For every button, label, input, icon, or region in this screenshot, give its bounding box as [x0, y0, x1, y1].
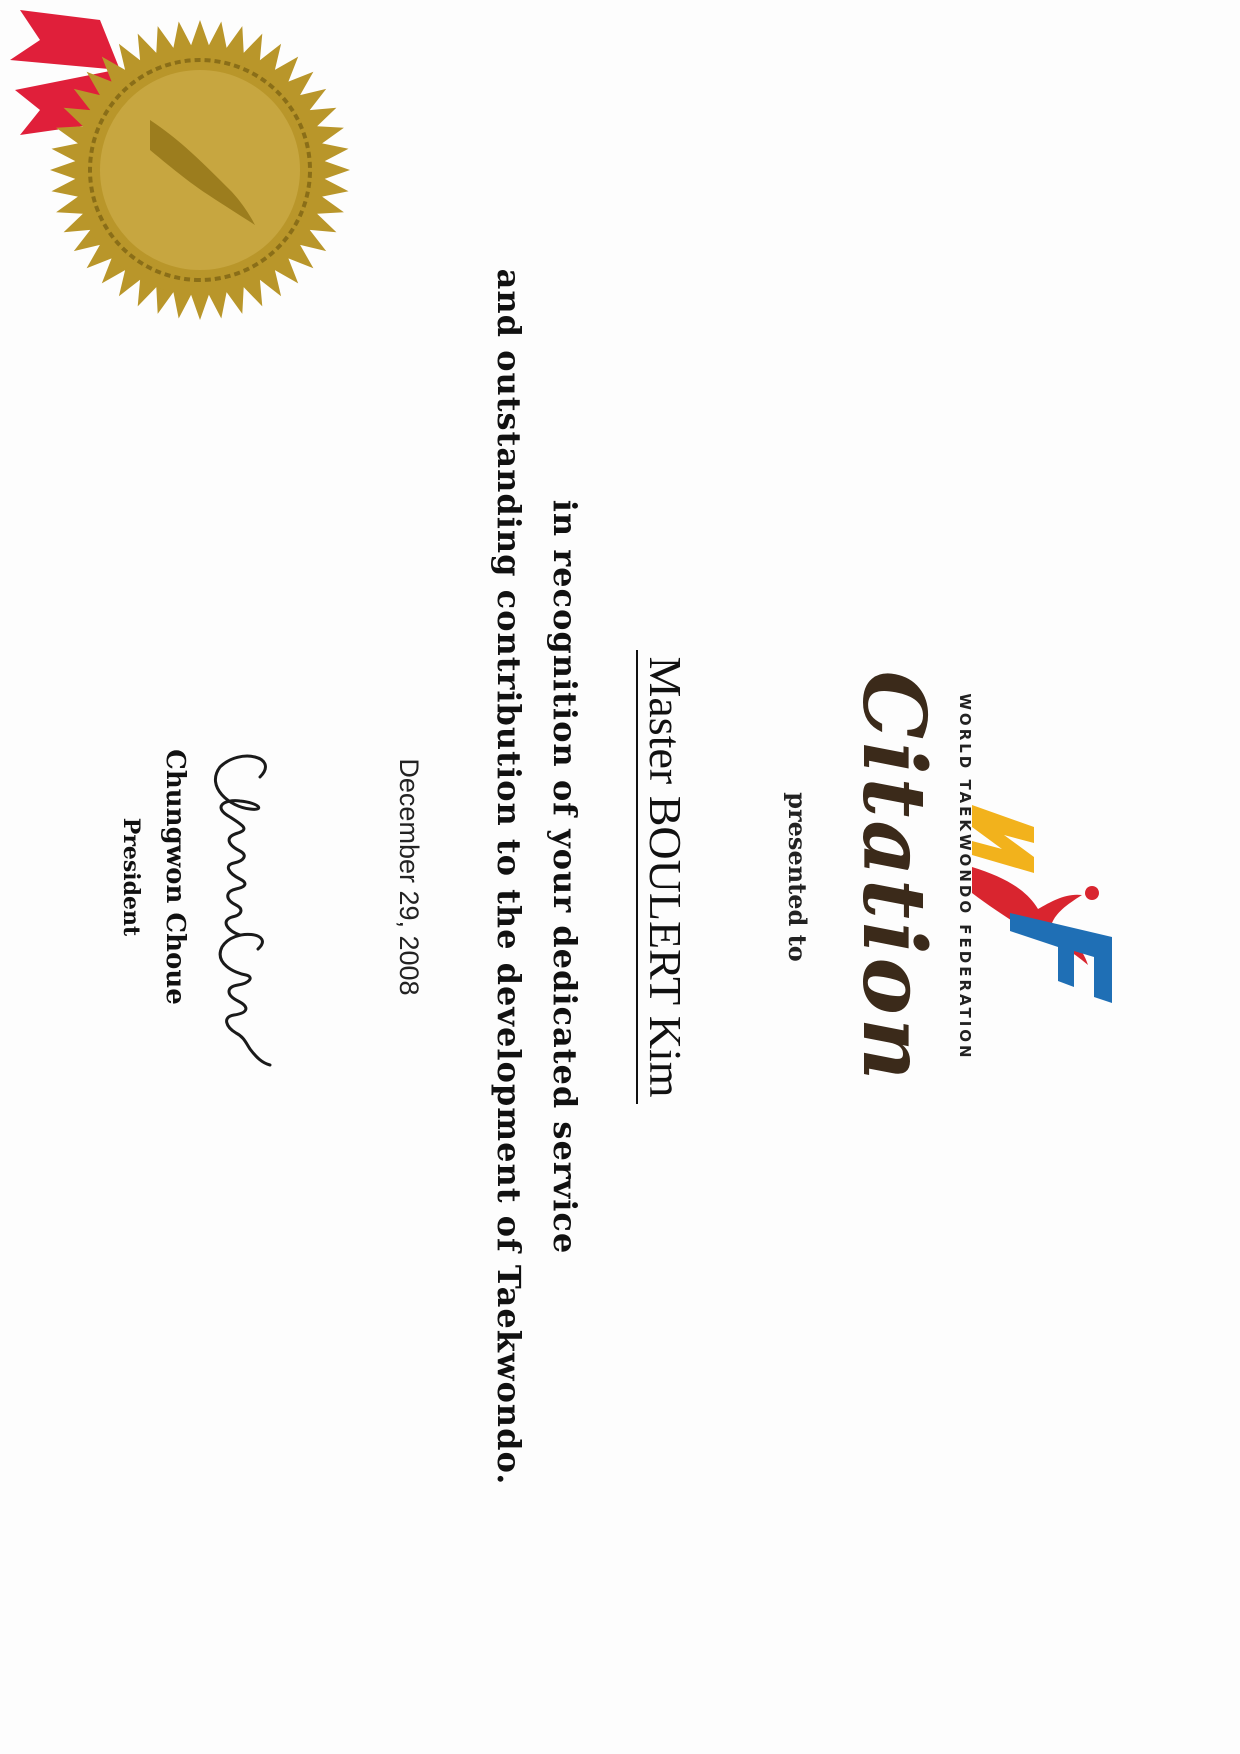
signer-name: Chungwon Choue	[160, 749, 190, 1005]
logo-red-head	[1085, 886, 1099, 900]
recognition-line-1: in recognition of your dedicated service	[546, 499, 584, 1255]
handwritten-signature	[190, 737, 320, 1067]
recipient-line	[639, 0, 692, 1754]
organization-name: WORLD TAEKWONDO FEDERATION	[956, 693, 974, 1061]
logo-blue-shape	[1010, 913, 1112, 1003]
wtf-logo	[972, 797, 1122, 1007]
signer-title: President	[118, 817, 144, 937]
logo-yellow-shape	[972, 805, 1034, 873]
presented-to-label: presented to	[783, 792, 812, 962]
certificate-title: Citation	[843, 670, 944, 1084]
recognition-line-2: and outstanding contribution to the development of Taekwondo.	[490, 268, 528, 1486]
ribbon-left	[10, 10, 120, 70]
certificate-date: December 29, 2008	[394, 758, 424, 996]
gold-seal	[0, 0, 350, 320]
recipient-name: Master BOULERT Kim	[636, 650, 691, 1103]
